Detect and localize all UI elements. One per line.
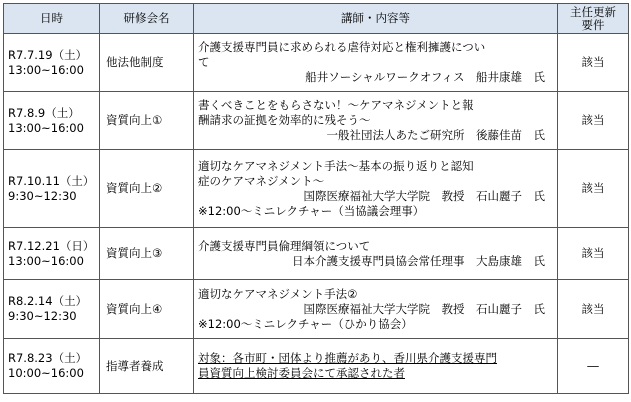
content-cell — [194, 280, 558, 339]
content-line: 介護支援専門員倫理綱領について — [198, 238, 371, 253]
content-cell — [194, 34, 558, 92]
time-line: 10:00~16:00 — [8, 366, 84, 380]
content-line: 適切なケアマネジメント手法～基本の振り返りと認知 — [198, 158, 474, 173]
training-schedule-table — [3, 3, 629, 394]
name-cell: 指導者養成 — [100, 339, 194, 394]
mini-lecture-line: ※12:00～ミニレクチャー（ひかり協会） — [198, 316, 413, 331]
date-cell — [4, 150, 100, 228]
renewal-cell: 該当 — [558, 34, 629, 92]
content-cell — [194, 228, 558, 280]
header-renewal — [558, 4, 629, 34]
renewal-cell: 該当 — [558, 92, 629, 150]
lecturer-line: 一般社団法人あたご研究所 後藤佳苗 氏 — [326, 128, 545, 142]
lecturer-line: 国際医療福祉大学大学院 教授 石山麗子 氏 — [303, 301, 545, 316]
date-line: R8.2.14（土） — [8, 294, 88, 308]
content-line: 書くべきことをもらさない！～ケアマネジメントと報 — [198, 98, 474, 112]
time-line: 13:00~16:00 — [8, 253, 84, 268]
table-row — [4, 280, 629, 339]
header-row — [4, 4, 629, 34]
time-line: 13:00~16:00 — [8, 120, 84, 135]
content-cell — [194, 92, 558, 150]
name-cell: 資質向上③ — [100, 228, 194, 280]
mini-lecture-line: ※12:00～ミニレクチャー（当協議会理事） — [198, 203, 425, 218]
date-cell — [4, 34, 100, 92]
time-line: 9:30~12:30 — [8, 188, 77, 203]
header-renewal-line2: 要件 — [581, 17, 605, 32]
content-line: 適切なケアマネジメント手法② — [198, 286, 358, 301]
renewal-cell: 該当 — [558, 228, 629, 280]
table-row — [4, 34, 629, 92]
content-line: 員資質向上検討委員会にて承認された者 — [198, 366, 405, 380]
header-content: 講師・内容等 — [194, 4, 558, 34]
renewal-cell: 該当 — [558, 150, 629, 228]
date-cell — [4, 228, 100, 280]
lecturer-line: 国際医療福祉大学大学院 教授 石山麗子 氏 — [303, 188, 545, 203]
date-line: R7.12.21（日） — [8, 238, 95, 253]
time-line: 9:30~12:30 — [8, 309, 77, 323]
date-line: R7.8.23（土） — [8, 351, 88, 365]
content-line: 症のケアマネジメント～ — [198, 173, 325, 188]
date-line: R7.8.9（土） — [8, 105, 80, 120]
content-cell — [194, 339, 558, 394]
content-line: 酬請求の証拠を効率的に残そう～ — [198, 113, 371, 127]
table-row — [4, 150, 629, 228]
renewal-cell: ― — [558, 339, 629, 394]
header-renewal-line1: 主任更新 — [570, 4, 616, 19]
content-line: 対象：各市町・団体より推薦があり、香川県介護支援専門 — [198, 351, 497, 365]
table-row — [4, 339, 629, 394]
date-cell — [4, 339, 100, 394]
name-cell: 資質向上② — [100, 150, 194, 228]
table-row — [4, 228, 629, 280]
lecturer-line: 日本介護支援専門員協会常任理事 大島康雄 氏 — [292, 253, 545, 268]
date-line: R7.10.11（土） — [8, 173, 95, 188]
table-row — [4, 92, 629, 150]
date-cell — [4, 92, 100, 150]
header-name: 研修会名 — [100, 4, 194, 34]
name-cell: 資質向上④ — [100, 280, 194, 339]
content-line: て — [198, 55, 210, 69]
lecturer-line: 船井ソーシャルワークオフィス 船井康雄 氏 — [305, 70, 545, 84]
time-line: 13:00~16:00 — [8, 62, 84, 77]
renewal-cell: 該当 — [558, 280, 629, 339]
name-cell: 資質向上① — [100, 92, 194, 150]
date-line: R7.7.19（土） — [8, 47, 88, 62]
name-cell: 他法他制度 — [100, 34, 194, 92]
content-cell — [194, 150, 558, 228]
content-line: 介護支援専門員に求められる虐待対応と権利擁護につい — [198, 40, 486, 54]
date-cell — [4, 280, 100, 339]
header-date: 日時 — [4, 4, 100, 34]
